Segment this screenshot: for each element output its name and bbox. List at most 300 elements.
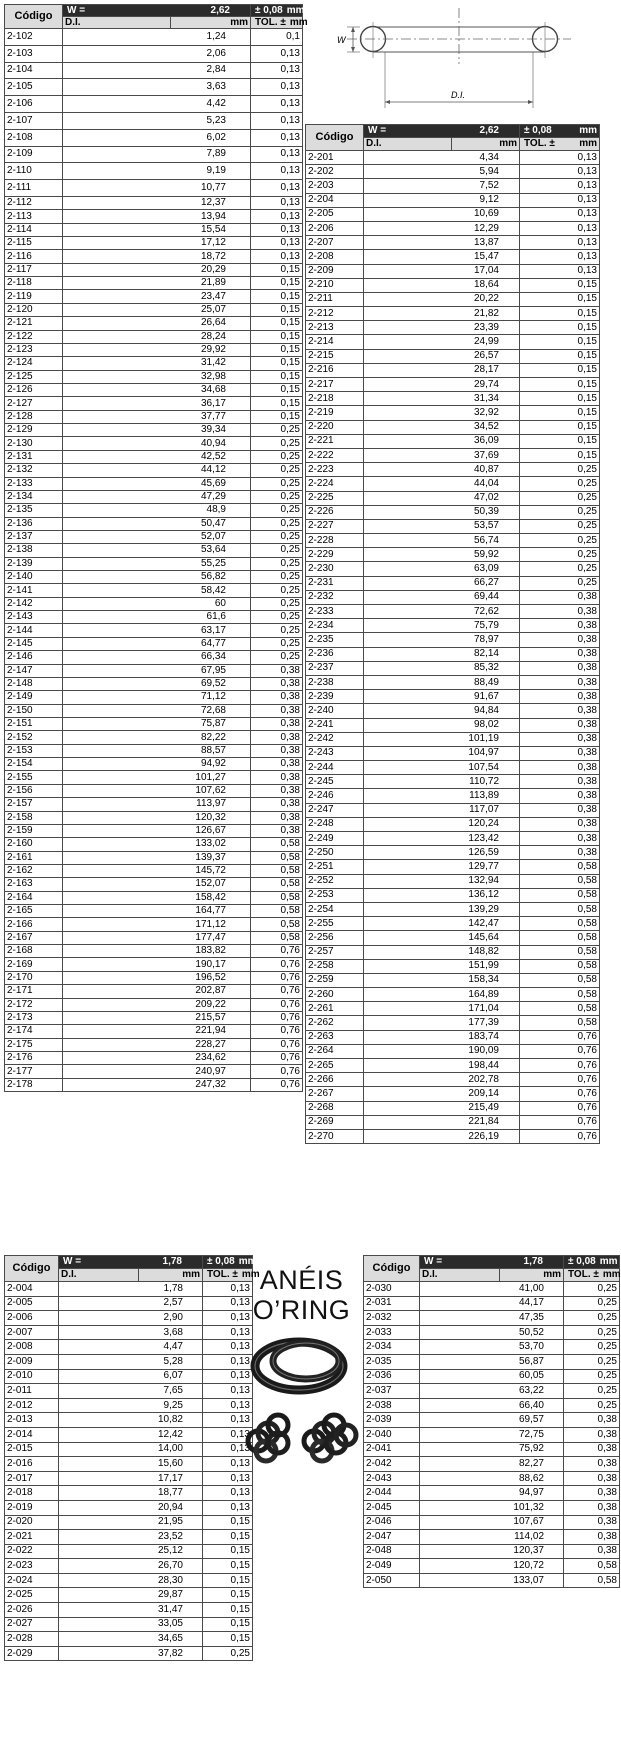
table-row (5, 1573, 253, 1588)
di-mm-value: 23,39 (473, 321, 499, 333)
code-cell: 2-227 (306, 519, 364, 533)
code-cell: 2-131 (5, 450, 63, 463)
di-mm-value: 94,92 (200, 758, 226, 770)
code-cell: 2-261 (306, 1002, 364, 1016)
tolerance-cell: 0,76 (251, 985, 303, 998)
tolerance-cell: 0,38 (251, 784, 303, 797)
table-row (306, 179, 600, 193)
code-cell: 2-221 (306, 434, 364, 448)
code-cell: 2-215 (306, 349, 364, 363)
di-mm-value: 47,02 (473, 492, 499, 504)
tolerance-cell: 0,76 (251, 971, 303, 984)
di-mm-cell (364, 931, 520, 945)
table-row (306, 945, 600, 959)
code-cell: 2-268 (306, 1101, 364, 1115)
table-row (5, 557, 303, 570)
code-cell: 2-229 (306, 548, 364, 562)
di-mm-cell (364, 292, 520, 306)
tolerance-cell: 0,38 (564, 1471, 620, 1486)
tolerance-cell: 0,38 (520, 732, 600, 746)
code-cell: 2-146 (5, 651, 63, 664)
code-cell: 2-045 (364, 1500, 420, 1515)
tolerance-cell: 0,25 (520, 534, 600, 548)
di-mm-cell (59, 1354, 203, 1369)
di-mm-cell (59, 1588, 203, 1603)
tolerance-cell: 0,58 (564, 1559, 620, 1574)
di-mm-value: 28,30 (157, 1574, 183, 1586)
tolerance-cell: 0,15 (251, 357, 303, 370)
tolerance-cell: 0,13 (251, 45, 303, 62)
code-cell: 2-167 (5, 931, 63, 944)
tolerance-cell: 0,58 (251, 905, 303, 918)
di-mm-cell (420, 1369, 564, 1384)
code-cell: 2-005 (5, 1296, 59, 1311)
code-cell: 2-262 (306, 1016, 364, 1030)
code-cell: 2-124 (5, 357, 63, 370)
di-mm-value: 171,04 (468, 1002, 499, 1014)
code-cell: 2-016 (5, 1457, 59, 1472)
di-mm-value: 66,27 (473, 577, 499, 589)
code-cell: 2-240 (306, 704, 364, 718)
tolerance-cell: 0,76 (251, 945, 303, 958)
tolerance-cell: 0,58 (520, 902, 600, 916)
di-mm-value: 240,97 (195, 1065, 226, 1077)
tolerance-cell: 0,76 (251, 1078, 303, 1091)
tolerance-cell: 0,38 (520, 647, 600, 661)
tolerance-cell: 0,13 (203, 1457, 253, 1472)
code-cell: 2-253 (306, 888, 364, 902)
code-cell: 2-041 (364, 1442, 420, 1457)
di-mm-value: 202,78 (468, 1073, 499, 1085)
di-mm-value: 55,25 (200, 557, 226, 569)
oring-dimension-diagram (333, 4, 583, 116)
di-mm-value: 120,24 (468, 818, 499, 830)
di-mm-value: 10,69 (473, 208, 499, 220)
di-mm-cell (63, 771, 251, 784)
di-mm-cell (420, 1384, 564, 1399)
code-cell: 2-263 (306, 1030, 364, 1044)
tolerance-cell: 0,15 (251, 263, 303, 276)
code-cell: 2-109 (5, 146, 63, 163)
table-row (5, 731, 303, 744)
code-cell: 2-140 (5, 571, 63, 584)
code-cell: 2-225 (306, 491, 364, 505)
di-mm-value: 226,19 (468, 1130, 499, 1142)
table-row (5, 1486, 253, 1501)
di-mm-cell (364, 902, 520, 916)
table-row (364, 1500, 620, 1515)
tolerance-cell: 0,25 (564, 1398, 620, 1413)
table-row (5, 878, 303, 891)
tolerance-cell: 0,13 (203, 1340, 253, 1355)
di-mm-cell (63, 437, 251, 450)
tolerance-cell: 0,15 (520, 363, 600, 377)
tolerance-cell: 0,25 (520, 562, 600, 576)
di-mm-cell (63, 958, 251, 971)
tolerance-cell: 0,38 (564, 1427, 620, 1442)
di-mm-cell (59, 1603, 203, 1618)
code-cell: 2-103 (5, 45, 63, 62)
di-mm-value: 31,42 (200, 357, 226, 369)
table-row (5, 1354, 253, 1369)
code-cell: 2-248 (306, 817, 364, 831)
di-mm-value: 5,94 (479, 165, 499, 177)
tolerance-cell: 0,76 (251, 958, 303, 971)
di-mm-value: 71,12 (200, 691, 226, 703)
di-mm-cell (364, 732, 520, 746)
di-mm-cell (364, 519, 520, 533)
di-mm-value: 13,94 (200, 210, 226, 222)
di-mm-value: 50,39 (473, 506, 499, 518)
tolerance-header-content (522, 126, 597, 136)
tolerance-cell: 0,25 (251, 490, 303, 503)
di-mm-cell (364, 619, 520, 633)
di-mm-value: 75,79 (473, 619, 499, 631)
di-mm-cell (364, 378, 520, 392)
code-cell: 2-222 (306, 448, 364, 462)
di-mm-value: 139,37 (195, 851, 226, 863)
table-row (5, 317, 303, 330)
di-mm-cell (63, 223, 251, 236)
di-mm-cell (364, 959, 520, 973)
di-mm-value: 101,32 (513, 1501, 544, 1513)
di-mm-value: 177,47 (195, 931, 226, 943)
di-mm-value: 69,44 (473, 591, 499, 603)
code-cell: 2-116 (5, 250, 63, 263)
code-cell: 2-106 (5, 96, 63, 113)
tolerance-cell: 0,76 (520, 1059, 600, 1073)
code-cell: 2-256 (306, 931, 364, 945)
code-cell: 2-117 (5, 263, 63, 276)
tolerance-cell: 0,25 (251, 424, 303, 437)
di-mm-value: 26,64 (200, 317, 226, 329)
di-mm-cell (63, 597, 251, 610)
code-cell: 2-172 (5, 998, 63, 1011)
di-mm-value: 4,34 (479, 151, 499, 163)
code-cell: 2-220 (306, 420, 364, 434)
table-row (5, 129, 303, 146)
tolerance-cell: 0,13 (203, 1471, 253, 1486)
di-mm-value: 44,17 (518, 1297, 544, 1309)
di-mm-cell (364, 406, 520, 420)
di-mm-value: 17,04 (473, 265, 499, 277)
table-row (5, 945, 303, 958)
code-cell: 2-202 (306, 165, 364, 179)
di-mm-value: 113,89 (469, 790, 499, 802)
di-mm-value: 50,52 (518, 1326, 544, 1338)
di-mm-cell (59, 1573, 203, 1588)
tolerance-cell: 0,25 (520, 463, 600, 477)
code-cell: 2-019 (5, 1500, 59, 1515)
table-row (364, 1413, 620, 1428)
table-row (364, 1282, 620, 1297)
tolerance-sub-label: TOL. ± (524, 138, 555, 149)
table-row (5, 691, 303, 704)
table-row (306, 278, 600, 292)
di-mm-cell (63, 163, 251, 180)
di-mm-cell (59, 1398, 203, 1413)
header-row-1 (5, 1256, 253, 1269)
di-mm-cell (63, 571, 251, 584)
di-mm-cell (63, 864, 251, 877)
code-cell: 2-035 (364, 1354, 420, 1369)
di-mm-cell (420, 1340, 564, 1355)
code-cell: 2-130 (5, 437, 63, 450)
table-row (5, 384, 303, 397)
di-mm-value: 26,57 (473, 350, 499, 362)
code-cell: 2-163 (5, 878, 63, 891)
di-mm-value: 34,68 (200, 384, 226, 396)
table-row (364, 1515, 620, 1530)
di-mm-value: 101,19 (468, 733, 499, 745)
code-cell: 2-209 (306, 264, 364, 278)
tolerance-cell: 0,38 (251, 717, 303, 730)
table-row (306, 335, 600, 349)
di-mm-value: 29,92 (200, 344, 226, 356)
di-mm-value: 209,14 (468, 1087, 499, 1099)
w-header-content (422, 1257, 561, 1267)
di-mm-cell (63, 1065, 251, 1078)
code-cell: 2-174 (5, 1025, 63, 1038)
di-mm-cell (364, 832, 520, 846)
table-row (306, 321, 600, 335)
di-mm-value: 221,94 (195, 1025, 226, 1037)
tolerance-cell: 0,25 (251, 477, 303, 490)
di-header: D.I. (63, 17, 171, 29)
di-mm-cell (59, 1486, 203, 1501)
table-row (364, 1296, 620, 1311)
tolerance-cell: 0,15 (520, 420, 600, 434)
table-row (5, 918, 303, 931)
di-mm-cell (364, 874, 520, 888)
tolerance-cell: 0,25 (564, 1311, 620, 1326)
di-mm-cell (63, 290, 251, 303)
code-cell: 2-111 (5, 180, 63, 197)
table-row (5, 611, 303, 624)
table-row (306, 846, 600, 860)
di-mm-value: 20,22 (473, 293, 499, 305)
tolerance-cell: 0,15 (203, 1530, 253, 1545)
di-header: D.I. (364, 138, 452, 151)
code-cell: 2-257 (306, 945, 364, 959)
code-cell: 2-043 (364, 1471, 420, 1486)
di-unit-header: mm (452, 138, 520, 151)
table-row (5, 112, 303, 129)
di-mm-value: 13,87 (473, 236, 499, 248)
di-mm-value: 177,39 (468, 1017, 499, 1029)
table-row (306, 165, 600, 179)
table-row (5, 971, 303, 984)
di-mm-cell (364, 250, 520, 264)
tolerance-unit: mm (286, 4, 305, 16)
table-row (5, 838, 303, 851)
tolerance-header (251, 5, 303, 17)
tolerance-cell: 0,13 (251, 163, 303, 180)
table-row (364, 1325, 620, 1340)
tolerance-cell: 0,13 (251, 180, 303, 197)
code-cell: 2-208 (306, 250, 364, 264)
code-cell: 2-122 (5, 330, 63, 343)
di-mm-cell (63, 146, 251, 163)
di-mm-value: 28,17 (473, 364, 499, 376)
table-row (306, 888, 600, 902)
tolerance-cell: 0,38 (251, 811, 303, 824)
table-row (306, 1073, 600, 1087)
code-cell: 2-147 (5, 664, 63, 677)
table-row (5, 517, 303, 530)
di-mm-cell (364, 1101, 520, 1115)
table-row (306, 562, 600, 576)
table-row (5, 62, 303, 79)
table-row (306, 1044, 600, 1058)
tolerance-sub-content (253, 16, 308, 28)
di-mm-cell (59, 1384, 203, 1399)
tolerance-cell: 0,38 (520, 789, 600, 803)
tolerance-cell: 0,38 (520, 718, 600, 732)
di-mm-value: 120,37 (513, 1545, 544, 1557)
tolerance-cell: 0,38 (520, 690, 600, 704)
code-cell: 2-270 (306, 1129, 364, 1143)
table-row (5, 1617, 253, 1632)
di-mm-value: 21,82 (473, 307, 499, 319)
di-mm-cell (420, 1413, 564, 1428)
code-cell: 2-241 (306, 718, 364, 732)
table-row (306, 292, 600, 306)
di-mm-cell (364, 1030, 520, 1044)
di-mm-value: 107,54 (468, 761, 499, 773)
code-cell: 2-150 (5, 704, 63, 717)
code-cell: 2-033 (364, 1325, 420, 1340)
di-mm-cell (63, 79, 251, 96)
code-cell: 2-237 (306, 661, 364, 675)
di-mm-cell (63, 62, 251, 79)
di-mm-cell (420, 1486, 564, 1501)
di-mm-value: 41,00 (518, 1282, 544, 1294)
di-mm-value: 59,92 (473, 548, 499, 560)
table-row (306, 1030, 600, 1044)
di-mm-cell (59, 1617, 203, 1632)
code-cell: 2-144 (5, 624, 63, 637)
di-mm-cell (63, 196, 251, 209)
di-mm-value: 107,67 (513, 1516, 544, 1528)
tolerance-cell: 0,25 (520, 548, 600, 562)
di-mm-cell (364, 236, 520, 250)
code-cell: 2-252 (306, 874, 364, 888)
table-row (5, 490, 303, 503)
di-mm-value: 110,72 (469, 775, 499, 787)
code-cell: 2-119 (5, 290, 63, 303)
di-mm-cell (63, 717, 251, 730)
di-mm-value: 12,37 (200, 197, 226, 209)
code-cell: 2-160 (5, 838, 63, 851)
tolerance-cell: 0,38 (520, 803, 600, 817)
code-cell: 2-175 (5, 1038, 63, 1051)
di-mm-cell (63, 637, 251, 650)
oring-table (363, 1255, 620, 1588)
di-mm-cell (420, 1354, 564, 1369)
tolerance-sub-header (251, 16, 308, 29)
di-mm-cell (63, 651, 251, 664)
tolerance-cell: 0,13 (251, 129, 303, 146)
di-mm-value: 3,68 (163, 1326, 183, 1338)
di-mm-cell (59, 1369, 203, 1384)
code-cell: 2-149 (5, 691, 63, 704)
di-mm-value: 82,27 (518, 1457, 544, 1469)
di-mm-cell (63, 664, 251, 677)
di-mm-cell (59, 1457, 203, 1472)
tolerance-cell: 0,15 (520, 292, 600, 306)
tolerance-cell: 0,15 (251, 330, 303, 343)
oring-table (4, 4, 308, 1092)
code-cell: 2-201 (306, 151, 364, 165)
tolerance-cell: 0,76 (251, 1038, 303, 1051)
code-cell: 2-011 (5, 1384, 59, 1399)
table-row (5, 891, 303, 904)
tolerance-sub-unit: mm (289, 16, 308, 28)
tolerance-cell: 0,25 (564, 1282, 620, 1297)
di-mm-value: 12,29 (473, 222, 499, 234)
di-mm-value: 75,92 (518, 1443, 544, 1455)
code-cell: 2-040 (364, 1427, 420, 1442)
code-cell: 2-013 (5, 1413, 59, 1428)
code-cell: 2-118 (5, 277, 63, 290)
tolerance-cell: 0,13 (520, 193, 600, 207)
di-mm-value: 53,70 (518, 1341, 544, 1353)
tolerance-cell: 0,15 (520, 278, 600, 292)
code-cell: 2-037 (364, 1384, 420, 1399)
di-mm-value: 56,82 (200, 571, 226, 583)
di-mm-cell (59, 1471, 203, 1486)
tolerance-cell: 0,13 (251, 196, 303, 209)
code-cell: 2-046 (364, 1515, 420, 1530)
table-row (306, 761, 600, 775)
di-mm-cell (364, 179, 520, 193)
code-cell: 2-207 (306, 236, 364, 250)
di-mm-cell (63, 971, 251, 984)
di-mm-cell (63, 838, 251, 851)
di-mm-cell (63, 798, 251, 811)
tolerance-cell: 0,38 (564, 1442, 620, 1457)
di-mm-cell (63, 918, 251, 931)
di-mm-cell (63, 704, 251, 717)
di-mm-value: 12,42 (157, 1428, 183, 1440)
tolerance-cell: 0,13 (520, 207, 600, 221)
di-mm-cell (63, 277, 251, 290)
tolerance-cell: 0,76 (251, 1011, 303, 1024)
code-cell: 2-012 (5, 1398, 59, 1413)
tolerance-cell: 0,13 (203, 1398, 253, 1413)
di-mm-cell (364, 846, 520, 860)
di-mm-value: 67,95 (200, 664, 226, 676)
di-mm-value: 215,57 (195, 1012, 226, 1024)
code-cell: 2-242 (306, 732, 364, 746)
tolerance-cell: 0,38 (520, 832, 600, 846)
di-mm-cell (63, 1038, 251, 1051)
di-mm-cell (364, 193, 520, 207)
di-mm-cell (59, 1325, 203, 1340)
w-header (63, 5, 251, 17)
di-mm-value: 88,49 (473, 676, 499, 688)
tolerance-cell: 0,13 (251, 62, 303, 79)
tolerance-cell: 0,25 (520, 505, 600, 519)
di-mm-value: 133,02 (195, 838, 226, 850)
di-mm-cell (63, 263, 251, 276)
code-cell: 2-214 (306, 335, 364, 349)
table-row (306, 647, 600, 661)
code-cell: 2-127 (5, 397, 63, 410)
di-mm-cell (63, 343, 251, 356)
table-row (5, 437, 303, 450)
